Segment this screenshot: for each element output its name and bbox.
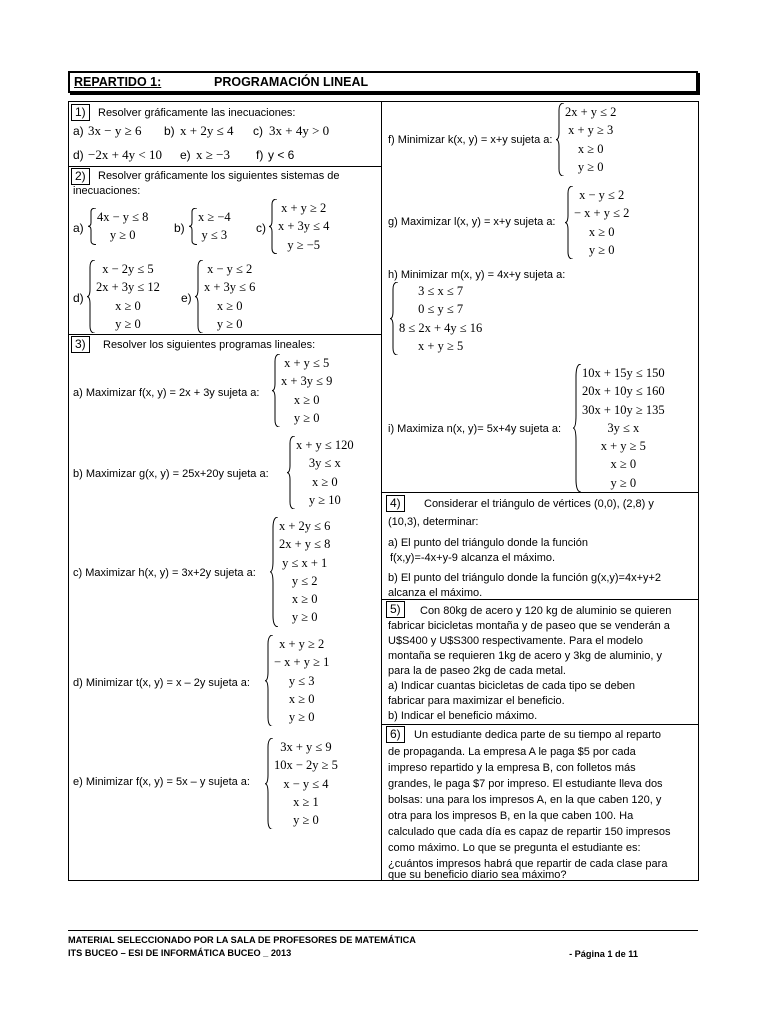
constraint: 3 ≤ x ≤ 7 xyxy=(418,284,464,298)
item-label: c) xyxy=(253,124,263,138)
problem-text: montaña se requieren 1kg de acero y 3kg de aluminio, y xyxy=(388,650,662,662)
constraint: y ≤ 2 xyxy=(291,573,318,588)
constraint: x + y ≥ 5 xyxy=(600,439,646,454)
constraint: x + y ≥ 3 xyxy=(568,123,614,138)
exercise-number: 4) xyxy=(386,495,405,512)
constraint: y ≥ 0 xyxy=(610,475,637,490)
constraint: x + y ≥ 2 xyxy=(279,637,325,651)
constraint: 4x − y ≤ 8 xyxy=(97,210,149,224)
constraint: x ≥ −4 xyxy=(198,210,231,224)
item-label: a) xyxy=(73,221,84,235)
constraint: x ≥ 0 xyxy=(610,457,637,472)
constraint: − x + y ≤ 2 xyxy=(574,206,630,221)
inequation: 3x + 4y > 0 xyxy=(269,123,330,138)
constraint: 2x + y ≤ 8 xyxy=(279,537,331,552)
constraint: x + 3y ≤ 6 xyxy=(204,280,256,295)
constraint-system xyxy=(265,635,329,726)
problem-text: otra para los impresos B, en la que caben 100. Ha xyxy=(388,810,634,822)
page-number: - Página 1 de 11 xyxy=(569,949,638,959)
problem-text: bolsas: una para los impresos A, en la que caben 120, y xyxy=(388,794,662,806)
item-label: e) xyxy=(180,148,191,162)
program-objective: b) Maximizar g(x, y) = 25x+20y sujeta a: xyxy=(73,468,269,480)
exercise-number: 5) xyxy=(386,601,405,618)
exercise-number: 3) xyxy=(71,336,90,353)
divider-ex2-ex3 xyxy=(68,334,382,335)
constraint: 8 ≤ 2x + 4y ≤ 16 xyxy=(399,320,483,335)
constraint: 3y ≤ x xyxy=(308,456,341,471)
page-title: PROGRAMACIÓN LINEAL xyxy=(214,75,369,89)
divider-ex5-ex6 xyxy=(381,724,699,725)
problem-text: impreso repartido y la empresa B, con folletos más xyxy=(388,762,636,774)
constraint: x ≥ 0 xyxy=(288,691,315,706)
problem-text: que su beneficio diario sea máximo? xyxy=(388,869,567,881)
inequation: x + 2y ≤ 4 xyxy=(180,123,234,138)
program-objective: a) Maximizar f(x, y) = 2x + 3y sujeta a: xyxy=(73,387,260,399)
item-label: c) xyxy=(256,221,266,235)
question-a: a) El punto del triángulo donde la función xyxy=(388,537,588,549)
constraint: x ≥ 1 xyxy=(293,794,319,809)
constraint: 2x + 3y ≤ 12 xyxy=(96,280,160,295)
constraint: y ≥ 0 xyxy=(577,159,604,174)
constraint: x ≥ 0 xyxy=(588,224,615,239)
constraint-system xyxy=(287,436,354,509)
problem-text: Con 80kg de acero y 120 kg de aluminio se quieren xyxy=(420,605,672,617)
repartido-label: REPARTIDO 1: xyxy=(74,75,162,89)
problem-text: b) Indicar el beneficio máximo. xyxy=(388,710,538,722)
constraint: y ≥ 0 xyxy=(109,228,136,243)
constraint: x ≥ 0 xyxy=(216,298,243,313)
item-label: b) xyxy=(174,221,185,235)
exercise-number: 6) xyxy=(386,726,405,743)
exercise-statement: (10,3), determinar: xyxy=(388,516,479,528)
exercise-number: 2) xyxy=(71,168,90,185)
constraint: y ≥ 10 xyxy=(308,492,341,507)
constraint: y ≥ 0 xyxy=(291,610,318,625)
program-objective: c) Maximizar h(x, y) = 3x+2y sujeta a: xyxy=(73,567,256,579)
question-b: alcanza el máximo. xyxy=(388,587,483,599)
item-label: d) xyxy=(73,148,84,162)
constraint: y ≤ 3 xyxy=(288,673,315,688)
inequation-system xyxy=(269,199,329,254)
inequation-system xyxy=(195,260,255,333)
item-label: e) xyxy=(181,291,192,305)
program-objective: g) Maximizar l(x, y) = x+y sujeta a: xyxy=(388,216,556,228)
constraint: x − y ≤ 4 xyxy=(283,776,329,791)
exercise-statement: Resolver gráficamente los siguientes sistemas de xyxy=(98,170,340,182)
exercise-statement: Resolver gráficamente las inecuaciones: xyxy=(98,107,296,119)
constraint-system xyxy=(265,738,338,829)
constraint-system xyxy=(565,186,629,259)
question-b: b) El punto del triángulo donde la función g(x,y)=4x+y+2 xyxy=(388,572,662,584)
problem-text: calculado que cada día es capaz de repartir 150 impresos xyxy=(388,826,671,838)
constraint-system xyxy=(556,103,616,176)
question-a: f(x,y)=-4x+y-9 alcanza el máximo. xyxy=(390,552,556,564)
inequation-system xyxy=(189,208,231,245)
constraint: y ≤ x + 1 xyxy=(282,555,328,570)
constraint: 10x + 15y ≤ 150 xyxy=(582,366,665,380)
footer-line-2: ITS BUCEO – ESI DE INFORMÁTICA BUCEO _ 2013 xyxy=(68,947,292,958)
constraint: x − y ≤ 2 xyxy=(207,262,253,276)
problem-text: como máximo. Lo que se pregunta el estudiante es: xyxy=(388,842,641,854)
problem-text: U$S400 y U$S300 respectivamente. Para el modelo xyxy=(388,635,643,647)
constraint: x − y ≤ 2 xyxy=(579,188,625,202)
program-objective: d) Minimizar t(x, y) = x – 2y sujeta a: xyxy=(73,677,250,689)
constraint: x ≥ 0 xyxy=(291,592,318,607)
item-label: d) xyxy=(73,291,84,305)
constraint-system xyxy=(390,282,482,355)
constraint: x + y ≥ 2 xyxy=(281,201,327,215)
divider-ex3-ex4 xyxy=(381,492,699,493)
constraint: 3y ≤ x xyxy=(607,420,640,435)
inequation: −2x + 4y < 10 xyxy=(88,147,162,162)
constraint: x + 3y ≤ 9 xyxy=(281,374,333,389)
constraint: x ≥ 0 xyxy=(312,474,338,489)
constraint: x + 2y ≤ 6 xyxy=(279,519,331,533)
inequation: 3x − y ≥ 6 xyxy=(88,123,142,138)
problem-text: ¿cuántos impresos habrá que repartir de cada clase para xyxy=(388,858,668,870)
constraint: x + y ≥ 5 xyxy=(418,338,464,353)
divider-ex1-ex2 xyxy=(68,166,382,167)
constraint: 2x + y ≤ 2 xyxy=(565,105,617,119)
problem-text: de propaganda. La empresa A le paga $5 por cada xyxy=(388,746,636,758)
constraint: y ≤ 3 xyxy=(201,228,228,243)
problem-text: fabricar bicicletas montaña y de paseo que se venderán a xyxy=(388,620,670,632)
constraint: 30x + 10y ≥ 135 xyxy=(582,402,665,417)
column-divider xyxy=(381,101,382,881)
inequation-system xyxy=(88,208,148,245)
exercise-statement: Considerar el triángulo de vértices (0,0), (2,8) y xyxy=(424,498,654,510)
constraint: x ≥ 0 xyxy=(115,298,141,313)
constraint-system xyxy=(270,517,330,627)
constraint-system xyxy=(573,364,665,492)
page-footer xyxy=(68,930,698,959)
inequation: y < 6 xyxy=(268,148,295,162)
inequation-system xyxy=(87,260,160,333)
exercise-statement: inecuaciones: xyxy=(73,185,141,197)
program-objective: h) Minimizar m(x, y) = 4x+y sujeta a: xyxy=(388,269,566,281)
constraint-system xyxy=(272,354,332,427)
problem-text: Un estudiante dedica parte de su tiempo al reparto xyxy=(414,729,662,741)
exercise-number: 1) xyxy=(71,104,90,121)
exercise-statement: Resolver los siguientes programas lineales: xyxy=(103,339,316,351)
constraint: x + y ≤ 5 xyxy=(284,356,330,370)
constraint: − x + y ≥ 1 xyxy=(274,655,330,670)
constraint: 20x + 10y ≤ 160 xyxy=(582,384,665,399)
constraint: 0 ≤ y ≤ 7 xyxy=(418,302,464,317)
constraint: x − 2y ≤ 5 xyxy=(102,262,154,276)
constraint: y ≥ 0 xyxy=(293,813,319,828)
program-objective: i) Maximiza n(x, y)= 5x+4y sujeta a: xyxy=(388,423,562,435)
item-label: f) xyxy=(256,148,264,162)
constraint: y ≥ 0 xyxy=(293,410,320,425)
constraint: x + 3y ≤ 4 xyxy=(278,219,330,234)
page-header xyxy=(68,71,698,93)
item-label: a) xyxy=(73,124,84,138)
item-label: b) xyxy=(164,124,175,138)
constraint: x + y ≤ 120 xyxy=(296,438,354,452)
constraint: 10x − 2y ≥ 5 xyxy=(274,758,338,773)
program-objective: e) Minimizar f(x, y) = 5x – y sujeta a: xyxy=(73,776,250,788)
constraint: x ≥ 0 xyxy=(577,141,604,156)
problem-text: fabricar para maximizar el beneficio. xyxy=(388,695,565,707)
constraint: y ≥ 0 xyxy=(216,316,243,331)
constraint: y ≥ −5 xyxy=(287,237,321,252)
constraint: 3x + y ≤ 9 xyxy=(280,740,332,754)
program-objective: f) Minimizar k(x, y) = x+y sujeta a: xyxy=(388,134,553,146)
problem-text: para la de paseo 2kg de cada metal. xyxy=(388,665,566,677)
constraint: y ≥ 0 xyxy=(588,242,615,257)
inequation: x ≥ −3 xyxy=(196,147,230,162)
constraint: y ≥ 0 xyxy=(115,316,141,331)
footer-line-1: MATERIAL SELECCIONADO POR LA SALA DE PROFESORES DE MATEMÁTICA xyxy=(68,935,416,945)
problem-text: grandes, le paga $7 por impreso. El estudiante lleva dos xyxy=(388,778,663,790)
constraint: x ≥ 0 xyxy=(293,392,320,407)
constraint: y ≥ 0 xyxy=(288,710,315,725)
problem-text: a) Indicar cuantas bicicletas de cada tipo se deben xyxy=(388,680,636,692)
